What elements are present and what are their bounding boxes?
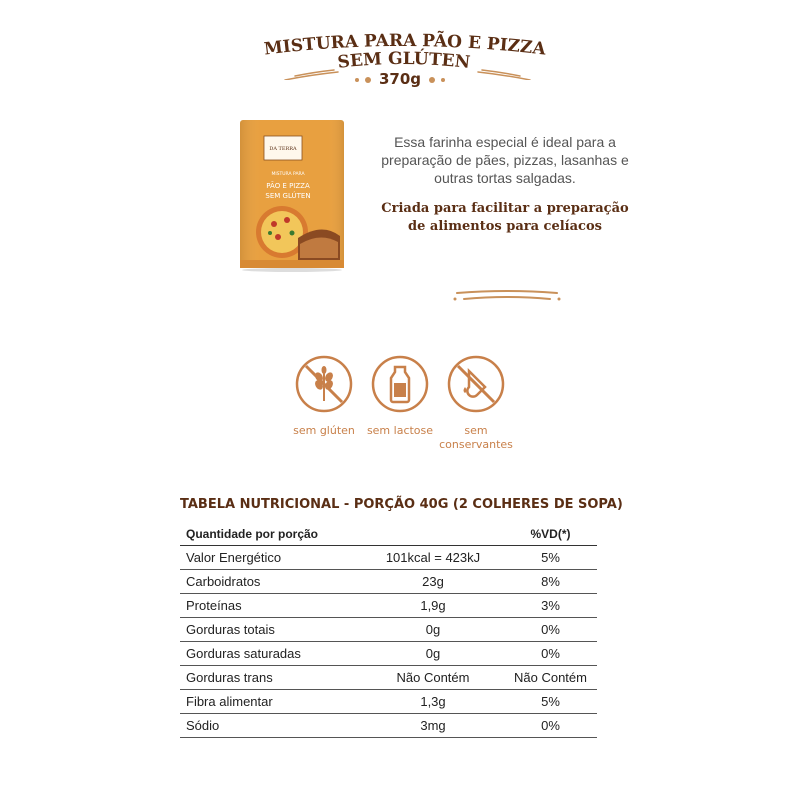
nutrient-amount: 1,3g (362, 690, 504, 714)
table-row (180, 714, 597, 738)
title-line2: SEM GLÚTEN (336, 48, 472, 73)
package-product-line1: PÃO E PIZZA (266, 182, 310, 190)
milk-bottle-crossed-icon (371, 355, 429, 413)
nutrition-table-title: TABELA NUTRICIONAL - PORÇÃO 40G (2 COLHERES DE SOPA) (180, 497, 623, 512)
product-title (0, 20, 800, 100)
header-quantity: Quantidade por porção (180, 522, 362, 546)
wheat-crossed-icon (295, 355, 353, 413)
product-package-image (240, 120, 344, 272)
package-product-line2: SEM GLÚTEN (265, 192, 311, 200)
table-row (180, 546, 597, 570)
badge-gluten-free (284, 355, 364, 438)
header-vd: %VD(*) (504, 522, 597, 546)
nutrient-amount: 1,9g (362, 594, 504, 618)
badge-lactose-free (360, 355, 440, 438)
nutrient-name: Gorduras trans (180, 666, 362, 690)
nutrient-vd: 5% (504, 546, 597, 570)
table-row (180, 618, 597, 642)
nutrient-vd: 0% (504, 714, 597, 738)
nutrient-name: Fibra alimentar (180, 690, 362, 714)
nutrient-amount: 3mg (362, 714, 504, 738)
nutrient-amount: 101kcal = 423kJ (362, 546, 504, 570)
nutrient-amount: 0g (362, 618, 504, 642)
nutrient-vd: 0% (504, 642, 597, 666)
weight-label: 370g (378, 70, 422, 88)
nutrient-vd: 0% (504, 618, 597, 642)
nutrient-amount: Não Contém (362, 666, 504, 690)
description-paragraph2: Criada para facilitar a preparação de alimentos para celíacos (381, 201, 629, 234)
nutrient-vd: 3% (504, 594, 597, 618)
nutrient-name: Gorduras totais (180, 618, 362, 642)
decorative-divider (452, 288, 562, 304)
nutrition-table-header (180, 522, 597, 546)
badge-label: sem glúten (293, 424, 355, 437)
nutrient-name: Carboidratos (180, 570, 362, 594)
package-brand: DA TERRA (269, 146, 297, 152)
table-row (180, 594, 597, 618)
test-tube-crossed-icon (447, 355, 505, 413)
badge-label: sem conservantes (439, 424, 513, 451)
badge-label: sem lactose (366, 424, 434, 437)
nutrient-name: Valor Energético (180, 546, 362, 570)
nutrient-amount: 23g (362, 570, 504, 594)
nutrient-vd: Não Contém (504, 666, 597, 690)
table-row (180, 642, 597, 666)
package-line: MISTURA PARA (271, 172, 305, 177)
header-amount (362, 522, 504, 546)
table-row (180, 570, 597, 594)
nutrient-name: Proteínas (180, 594, 362, 618)
title-line1: MISTURA PARA PÃO E PIZZA (263, 30, 547, 60)
nutrient-amount: 0g (362, 642, 504, 666)
nutrient-name: Sódio (180, 714, 362, 738)
nutrient-vd: 5% (504, 690, 597, 714)
nutrient-name: Gorduras saturadas (180, 642, 362, 666)
nutrition-table (180, 522, 597, 738)
product-weight (300, 70, 500, 88)
description-paragraph1: Essa farinha especial é ideal para a preparação de pães, pizzas, lasanhas e outras tortas salgadas. (381, 134, 629, 186)
nutrient-vd: 8% (504, 570, 597, 594)
table-row (180, 690, 597, 714)
table-row (180, 666, 597, 690)
badge-preservative-free (436, 355, 516, 452)
